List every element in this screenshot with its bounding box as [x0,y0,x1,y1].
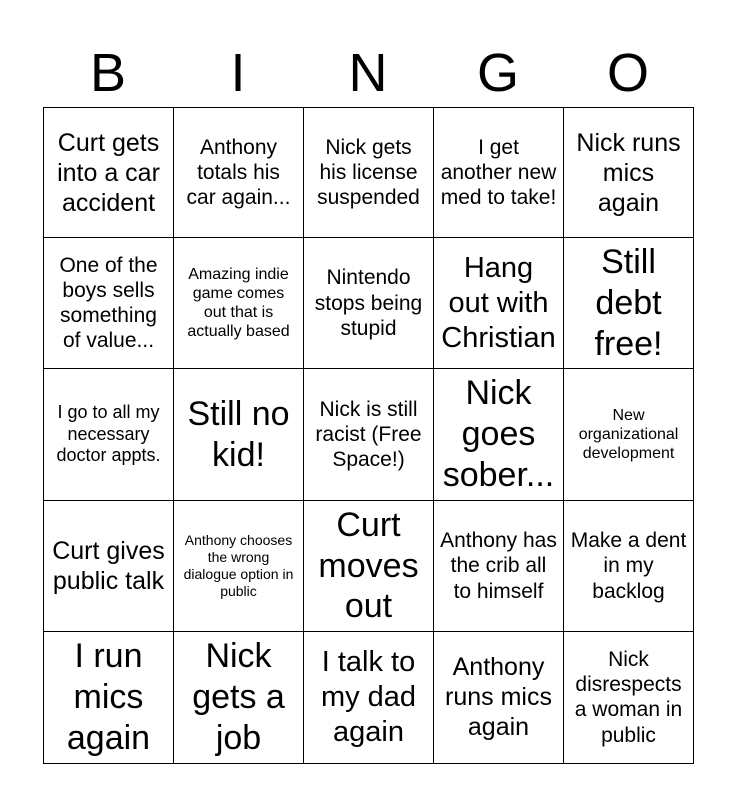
bingo-cell[interactable]: I go to all my necessary doctor appts. [44,369,174,500]
bingo-cell free-space[interactable]: Nick is still racist (Free Space!) [304,369,434,500]
bingo-cell[interactable]: Curt gives public talk [44,500,174,631]
bingo-cell[interactable]: Nick goes sober... [434,369,564,500]
bingo-cell[interactable]: Still debt free! [564,238,694,369]
bingo-cell[interactable]: Anthony runs mics again [434,632,564,763]
bingo-cell[interactable]: Nick disrespects a woman in public [564,632,694,763]
header-letter-b: B [89,43,127,103]
board-row [44,108,694,238]
bingo-cell[interactable]: Anthony totals his car again... [174,108,304,238]
board-row [44,500,694,631]
bingo-cell[interactable]: Nick runs mics again [564,108,694,238]
board-row [44,238,694,369]
bingo-cell[interactable]: Make a dent in my backlog [564,500,694,631]
board-row [44,632,694,763]
bingo-cell[interactable]: Curt gets into a car accident [44,108,174,238]
bingo-cell[interactable]: One of the boys sells something of value... [44,238,174,369]
header-letter-g: G [476,43,519,103]
bingo-cell[interactable]: Hang out with Christian [434,238,564,369]
bingo-cell[interactable]: Still no kid! [174,369,304,500]
bingo-cell[interactable]: Nick gets his license suspended [304,108,434,238]
bingo-cell[interactable]: Amazing indie game comes out that is actually based [174,238,304,369]
header-letter-i: I [230,43,246,103]
bingo-cell[interactable]: New organizational development [564,369,694,500]
bingo-cell[interactable]: Nick gets a job [174,632,304,763]
board-row [44,369,694,500]
bingo-header [43,38,693,108]
bingo-board [43,107,694,764]
bingo-cell[interactable]: Anthony has the crib all to himself [434,500,564,631]
bingo-cell[interactable]: Nintendo stops being stupid [304,238,434,369]
bingo-cell[interactable]: I talk to my dad again [304,632,434,763]
bingo-cell[interactable]: Anthony chooses the wrong dialogue option in public [174,500,304,631]
header-letter-n: N [348,43,388,103]
bingo-cell[interactable]: I run mics again [44,632,174,763]
bingo-cell[interactable]: Curt moves out [304,500,434,631]
bingo-cell[interactable]: I get another new med to take! [434,108,564,238]
header-letter-o: O [606,43,649,103]
